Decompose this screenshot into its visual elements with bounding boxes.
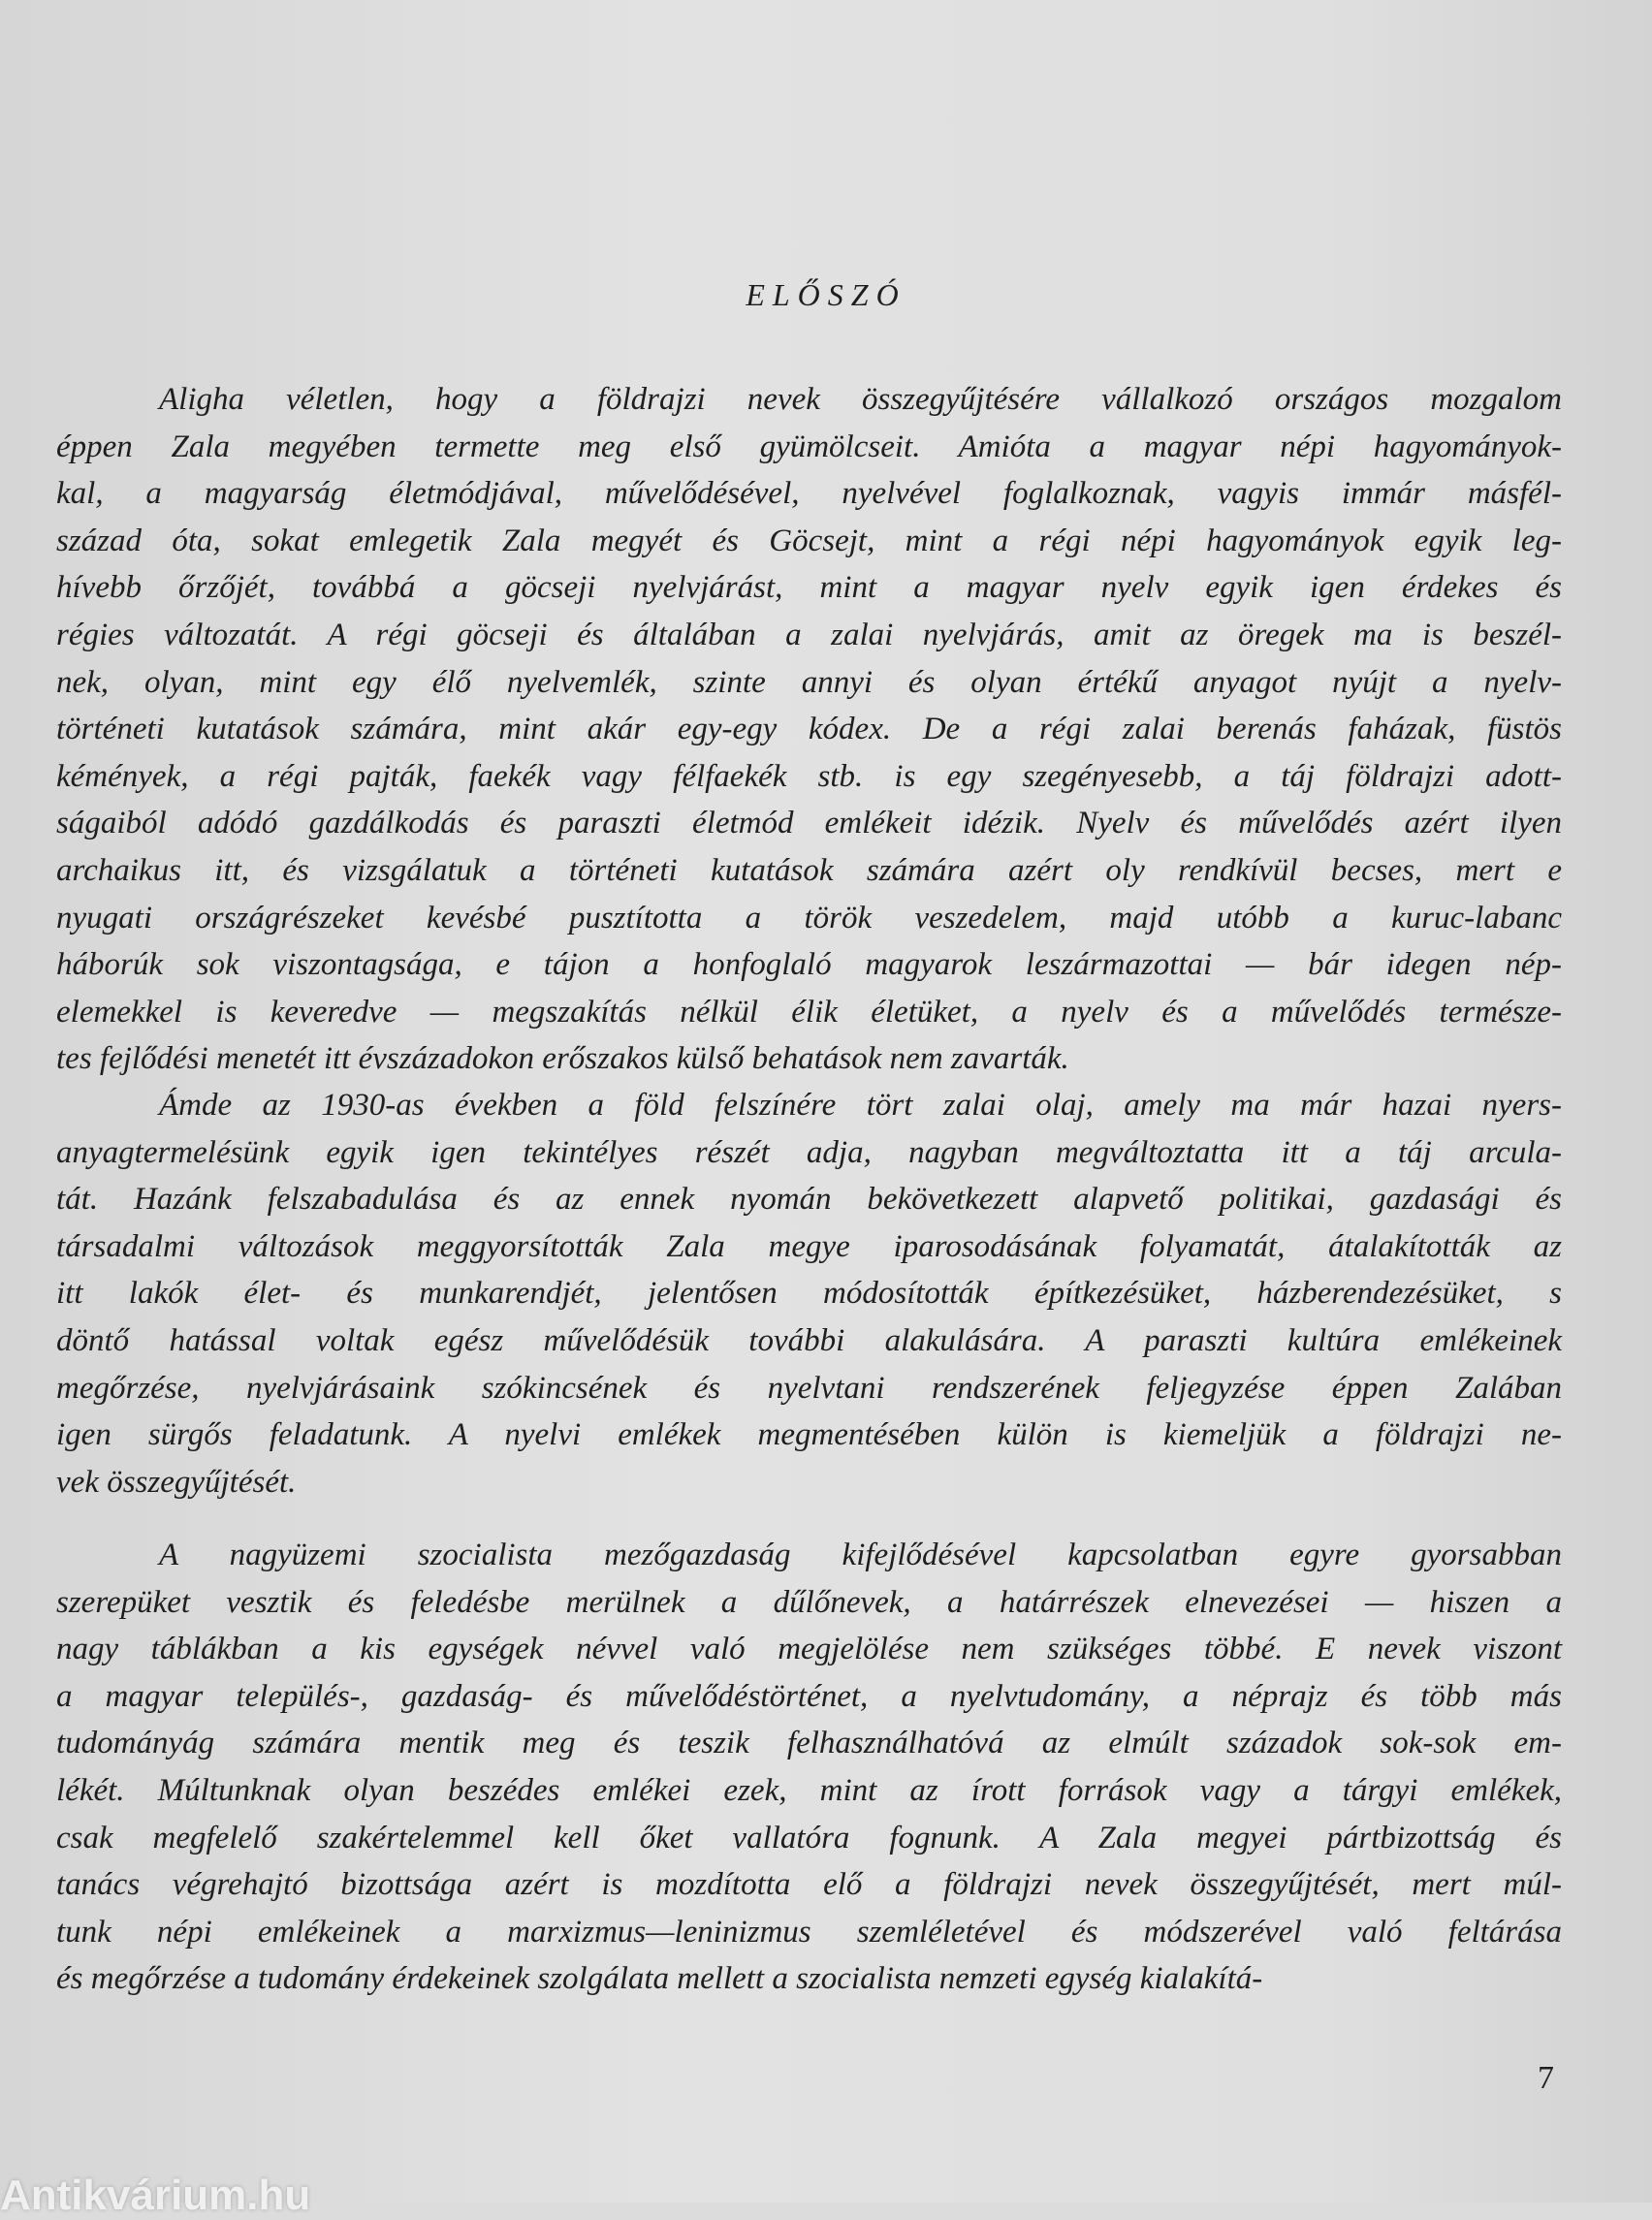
text-line: itt lakók élet- és munkarendjét, jelentősen módosították építkezésüket, házberendezésüket, s xyxy=(56,1276,1562,1312)
text-line: Aligha véletlen, hogy a földrajzi nevek összegyűjtésére vállalkozó országos mozgalom xyxy=(159,382,1562,417)
text-line: háborúk sok viszontagsága, e tájon a honfoglaló magyarok leszármazottai — bár idegen nép- xyxy=(56,947,1562,983)
text-line: század óta, sokat emlegetik Zala megyét és Göcsejt, mint a régi népi hagyományok egyik leg- xyxy=(56,523,1562,558)
text-line: igen sürgős feladatunk. A nyelvi emlékek megmentésében külön is kiemeljük a földrajzi ne- xyxy=(56,1417,1562,1453)
text-line: Ámde az 1930-as években a föld felszínére tört zalai olaj, amely ma már hazai nyers- xyxy=(159,1088,1562,1123)
text-line: tát. Hazánk felszabadulása és az ennek nyomán bekövetkezett alapvető politikai, gazdasági és xyxy=(56,1182,1562,1218)
text-line: anyagtermelésünk egyik igen tekintélyes részét adja, nagyban megváltoztatta itt a táj arcula- xyxy=(56,1134,1562,1170)
text-line: megőrzése, nyelvjárásaink szókincsének és nyelvtani rendszerének feljegyzése éppen Zalában xyxy=(56,1370,1562,1406)
text-line: éppen Zala megyében termette meg első gyümölcseit. Amióta a magyar népi hagyományok- xyxy=(56,428,1562,464)
page-number: 7 xyxy=(1538,2060,1554,2096)
text-line: nek, olyan, mint egy élő nyelvemlék, szinte annyi és olyan értékű anyagot nyújt a nyelv- xyxy=(56,664,1562,700)
text-line: tanács végrehajtó bizottsága azért is mozdította elő a földrajzi nevek összegyűjtését, mert múl- xyxy=(56,1867,1562,1903)
text-line: és megőrzése a tudomány érdekeinek szolgálata mellett a szocialista nemzeti egység kialakítá- xyxy=(56,1961,1263,1997)
text-line: csak megfelelő szakértelemmel kell őket vallatóra fognunk. A Zala megyei pártbizottság és xyxy=(56,1820,1562,1855)
text-line: régies változatát. A régi göcseji és általában a zalai nyelvjárás, amit az öregek ma is beszél- xyxy=(56,618,1562,652)
text-line: nyugati országrészeket kevésbé pusztította a török veszedelem, majd utóbb a kuruc-labanc xyxy=(56,900,1562,936)
text-line: lékét. Múltunknak olyan beszédes emlékei ezek, mint az írott források vagy a tárgyi emlékek, xyxy=(56,1773,1562,1808)
text-line: a magyar település-, gazdaság- és művelődéstörténet, a nyelvtudomány, a néprajz és több más xyxy=(56,1678,1562,1714)
watermark: Antikvárium.hu xyxy=(0,2172,311,2219)
text-line: kémények, a régi pajták, faekék vagy félfaekék stb. is egy szegényesebb, a táj földrajzi adott- xyxy=(56,758,1562,794)
text-line: A nagyüzemi szocialista mezőgazdaság kifejlődésével kapcsolatban egyre gyorsabban xyxy=(159,1538,1562,1572)
text-line: tes fejlődési menetét itt évszázadokon erőszakos külső behatások nem zavarták. xyxy=(56,1041,1069,1077)
text-line: tunk népi emlékeinek a marxizmus—leninizmus szemléletével és módszerével való feltárása xyxy=(56,1914,1562,1950)
text-line: történeti kutatások számára, mint akár egy-egy kódex. De a régi zalai berenás faházak, füstös xyxy=(56,712,1562,747)
text-line: archaikus itt, és vizsgálatuk a történeti kutatások számára azért oly rendkívül becses, mert e xyxy=(56,853,1562,888)
text-line: tudományág számára mentik meg és teszik felhasználhatóvá az elmúlt századok sok-sok em- xyxy=(56,1726,1562,1761)
text-line: szerepüket vesztik és feledésbe merülnek a dűlőnevek, a határrészek elnevezései — hiszen a xyxy=(56,1584,1562,1620)
text-line: ságaiból adódó gazdálkodás és paraszti életmód emlékeit idézik. Nyelv és művelődés azért ilyen xyxy=(56,806,1562,841)
text-line: döntő hatással voltak egész művelődésük további alakulására. A paraszti kultúra emlékeinek xyxy=(56,1323,1562,1358)
text-line: vek összegyűjtését. xyxy=(56,1464,297,1500)
text-line: nagy táblákban a kis egységek névvel való megjelölése nem szükséges többé. E nevek viszont xyxy=(56,1632,1562,1667)
text-line: kal, a magyarság életmódjával, művelődésével, nyelvével foglalkoznak, vagyis immár másfél- xyxy=(56,476,1562,512)
text-line: elemekkel is keveredve — megszakítás nélkül élik életüket, a nyelv és a művelődés természe- xyxy=(56,994,1562,1030)
page-title: ELŐSZÓ xyxy=(746,277,906,312)
text-line: társadalmi változások meggyorsították Zala megye iparosodásának folyamatát, átalakították az xyxy=(56,1228,1562,1264)
text-line: hívebb őrzőjét, továbbá a göcseji nyelvjárást, mint a magyar nyelv egyik igen érdekes és xyxy=(56,570,1562,606)
